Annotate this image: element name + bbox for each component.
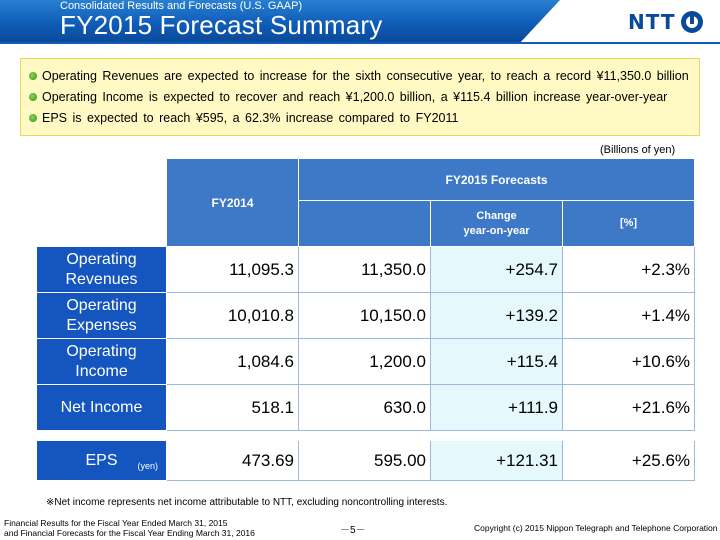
summary-box bbox=[20, 58, 700, 136]
table-row bbox=[37, 293, 695, 339]
footnote: ※Net income represents net income attributable to NTT, excluding noncontrolling interests. bbox=[46, 497, 448, 508]
bullet-text: Operating Income is expected to recover and reach ¥1,200.0 billion, a ¥115.4 billion increase year-over-year bbox=[42, 89, 668, 104]
footer-left-line2: and Financial Forecasts for the Fiscal Year Ending March 31, 2016 bbox=[4, 527, 255, 538]
page-title: FY2015 Forecast Summary bbox=[60, 10, 383, 40]
header-fy2015-empty bbox=[299, 201, 431, 247]
table-row bbox=[37, 339, 695, 385]
header-change bbox=[431, 201, 563, 247]
cell-pct: +21.6% bbox=[563, 385, 695, 431]
cell-change: +254.7 bbox=[431, 247, 563, 293]
cell-pct: +1.4% bbox=[563, 293, 695, 339]
bullet-item bbox=[29, 107, 691, 128]
cell-pct: +10.6% bbox=[563, 339, 695, 385]
cell-fy2014: 1,084.6 bbox=[167, 339, 299, 385]
forecast-table bbox=[36, 158, 695, 481]
cell-fy2015: 1,200.0 bbox=[299, 339, 431, 385]
header-change-line1: Change bbox=[476, 209, 517, 222]
table-row bbox=[37, 247, 695, 293]
row-label-line1: Operating bbox=[66, 250, 137, 268]
cell-change: +115.4 bbox=[431, 339, 563, 385]
cell-change: +121.31 bbox=[431, 441, 563, 481]
bullet-icon bbox=[29, 72, 37, 80]
ntt-logo bbox=[628, 8, 703, 36]
row-label bbox=[37, 339, 167, 385]
bullet-text: EPS is expected to reach ¥595, a 62.3% increase compared to FY2011 bbox=[42, 110, 459, 125]
eps-unit: (yen) bbox=[137, 461, 158, 471]
header-fy2015-forecasts: FY2015 Forecasts bbox=[299, 159, 695, 201]
units-label: (Billions of yen) bbox=[600, 144, 676, 156]
row-label-eps bbox=[37, 441, 167, 481]
bullet-item bbox=[29, 65, 691, 86]
table-corner bbox=[37, 159, 167, 247]
header-divider bbox=[0, 42, 720, 44]
bullet-item bbox=[29, 86, 691, 107]
bullet-text: Operating Revenues are expected to increase for the sixth consecutive year, to reach a record ¥11,350.0 billion bbox=[42, 68, 689, 83]
eps-label: EPS bbox=[85, 451, 118, 469]
footer-left-line1: Financial Results for the Fiscal Year Ended March 31, 2015 bbox=[4, 518, 228, 528]
table-row-eps bbox=[37, 441, 695, 481]
row-label-line2: Revenues bbox=[65, 270, 138, 288]
cell-fy2015: 595.00 bbox=[299, 441, 431, 481]
copyright: Copyright (c) 2015 Nippon Telegraph and Telephone Corporation bbox=[474, 523, 718, 533]
row-label bbox=[37, 293, 167, 339]
cell-change: +139.2 bbox=[431, 293, 563, 339]
header-pct: [%] bbox=[563, 201, 695, 247]
cell-change: +111.9 bbox=[431, 385, 563, 431]
header-fy2014: FY2014 bbox=[167, 159, 299, 247]
cell-fy2014: 11,095.3 bbox=[167, 247, 299, 293]
header-subtitle: Consolidated Results and Forecasts (U.S. GAAP) bbox=[60, 0, 303, 12]
logo-text: NTT bbox=[628, 10, 676, 34]
bullet-icon bbox=[29, 114, 37, 122]
table-row bbox=[37, 385, 695, 431]
header-change-line2: year-on-year bbox=[463, 224, 530, 237]
cell-fy2014: 10,010.8 bbox=[167, 293, 299, 339]
row-label-line1: Operating bbox=[66, 342, 137, 360]
bullet-icon bbox=[29, 93, 37, 101]
cell-fy2014: 473.69 bbox=[167, 441, 299, 481]
row-label-line2: Expenses bbox=[66, 316, 137, 334]
row-label-line1: Operating bbox=[66, 296, 137, 314]
cell-fy2015: 10,150.0 bbox=[299, 293, 431, 339]
cell-pct: +2.3% bbox=[563, 247, 695, 293]
footer-left bbox=[4, 519, 255, 538]
page-number: －5－ bbox=[340, 525, 366, 536]
cell-fy2014: 518.1 bbox=[167, 385, 299, 431]
cell-pct: +25.6% bbox=[563, 441, 695, 481]
table-spacer bbox=[37, 431, 695, 441]
ntt-logo-icon bbox=[681, 11, 703, 33]
cell-fy2015: 11,350.0 bbox=[299, 247, 431, 293]
row-label-line2: Income bbox=[75, 362, 128, 380]
cell-fy2015: 630.0 bbox=[299, 385, 431, 431]
row-label: Net Income bbox=[37, 385, 167, 431]
row-label bbox=[37, 247, 167, 293]
